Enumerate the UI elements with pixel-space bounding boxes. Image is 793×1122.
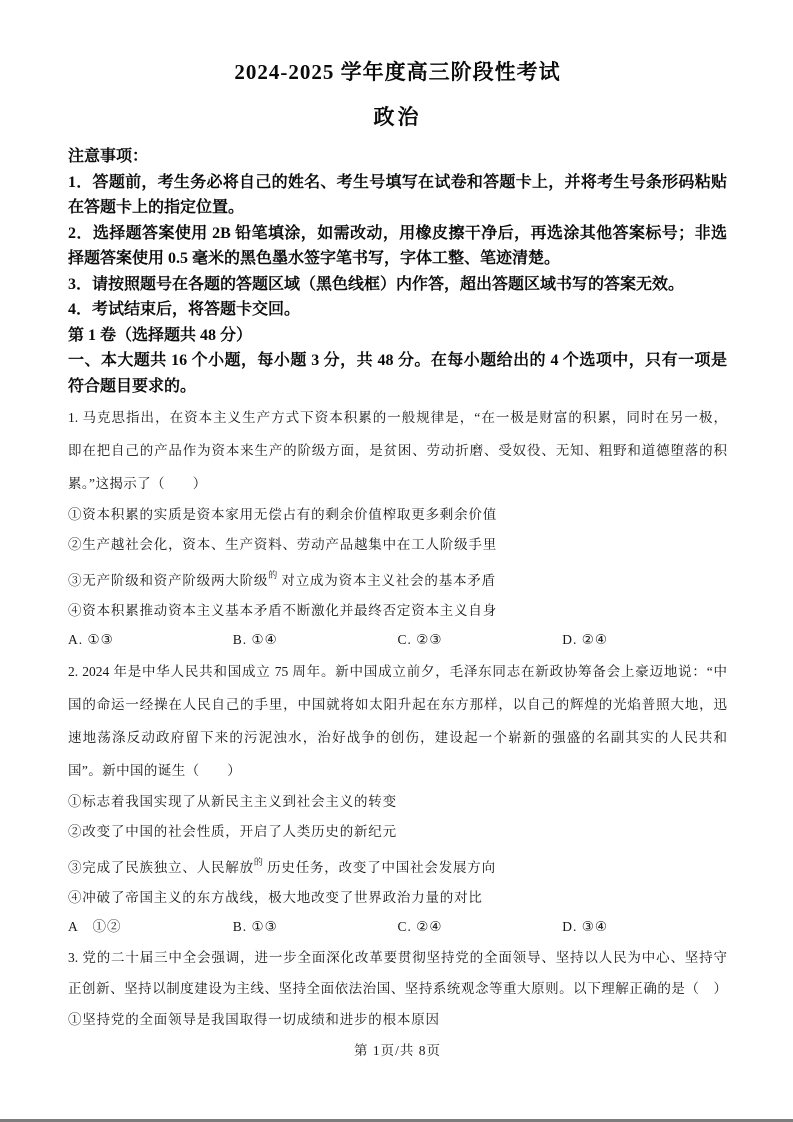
- question-2-stem-line-1: 2. 2024 年是中华人民共和国成立 75 周年。新中国成立前夕，毛泽东同志在新政协筹备会上豪迈地说：“中: [68, 664, 727, 679]
- question-2-option-3-text-after: 历史任务，改变了中国社会发展方向: [262, 860, 496, 875]
- question-1: [68, 401, 727, 653]
- question-1-stem-line-2: 即在把自己的产品作为资本来生产的阶级方面，是贫困、劳动折磨、受奴役、无知、粗野和道德堕落的积: [68, 443, 727, 458]
- notice-item-4: 4．考试结束后，将答题卡交回。: [68, 301, 301, 318]
- section-directions-line-2: 符合题目要求的。: [68, 377, 197, 395]
- question-2: [68, 655, 727, 940]
- question-1-option-3: [68, 560, 727, 596]
- question-1-option-4: ④资本积累推动资本主义基本矛盾不断激化并最终否定资本主义自身: [68, 603, 497, 618]
- question-1-option-3-text-after: 对立成为资本主义社会的基本矛盾: [277, 573, 496, 588]
- question-2-choice-b: B. ①③: [232, 919, 278, 934]
- question-1-option-3-text: ③无产阶级和资产阶级两大阶级: [68, 573, 269, 588]
- notice-item-2-line-2: 择题答案使用 0.5 毫米的黑色墨水签字笔书写，字体工整、笔迹清楚。: [68, 250, 561, 267]
- question-2-choices: [68, 913, 727, 940]
- part-1-heading: 第 1 卷（选择题共 48 分）: [68, 326, 253, 344]
- question-2-stem-line-4: 国”。新中国的诞生（ ）: [68, 763, 242, 778]
- question-1-choice-d: D. ②④: [562, 632, 608, 647]
- question-1-choice-a: A. ①③: [68, 632, 114, 647]
- question-2-option-3-text: ③完成了民族独立、人民解放: [68, 860, 254, 875]
- question-1-stem-line-3: 累。”这揭示了（ ）: [68, 476, 207, 491]
- question-2-option-1: ①标志着我国实现了从新民主主义到社会主义的转变: [68, 794, 397, 809]
- question-3-stem-line-2: 正创新、坚持以制度建设为主线、坚持全面依法治国、坚持系统观念等重大原则。以下理解正确的是（ ）: [68, 981, 727, 996]
- question-2-choice-c: C. ②④: [397, 919, 443, 934]
- page-number: 第 1页/共 8页: [353, 1043, 441, 1058]
- notice-item-3: 3．请按照题号在各题的答题区域（黑色线框）内作答，超出答题区域书写的答案无效。: [68, 275, 685, 293]
- notice-item-1-line-1: 1．答题前，考生务必将自己的姓名、考生号填写在试卷和答题卡上，并将考生号条形码粘贴: [68, 173, 727, 191]
- question-2-choice-a: A ①②: [68, 919, 122, 934]
- question-2-stem-line-3: 速地荡涤反动政府留下来的污泥浊水，治好战争的创伤，建设起一个崭新的强盛的名副其实的人民共和: [68, 730, 727, 745]
- question-3-stem-line-1: 3. 党的二十届三中全会强调，进一步全面深化改革要贯彻坚持党的全面领导、坚持以人民为中心、坚持守: [68, 950, 727, 965]
- question-2-stem-line-2: 国的命运一经操在人民自己的手里，中国就将如太阳升起在东方那样，以自己的辉煌的光焰普照大地，迅: [68, 697, 727, 712]
- notice-heading: 注意事项：: [68, 148, 149, 165]
- exam-title: 2024-2025 学年度高三阶段性考试: [234, 60, 561, 84]
- question-1-option-1: ①资本积累的实质是资本家用无偿占有的剩余价值榨取更多剩余价值: [68, 507, 497, 522]
- question-2-option-3: [68, 847, 727, 883]
- notice-item-1-line-2: 在答题卡上的指定位置。: [68, 199, 245, 216]
- question-2-option-4: ④冲破了帝国主义的东方战线，极大地改变了世界政治力量的对比: [68, 890, 483, 905]
- notice-item-2-line-1: 2．选择题答案使用 2B 铅笔填涂，如需改动，用橡皮擦干净后，再选涂其他答案标号；非选: [68, 224, 727, 242]
- question-1-option-2: ②生产越社会化，资本、生产资料、劳动产品越集中在工人阶级手里: [68, 537, 497, 552]
- question-2-choice-d: D. ③④: [562, 919, 608, 934]
- section-directions-line-1: 一、本大题共 16 个小题，每小题 3 分，共 48 分。在每小题给出的 4 个选项中，只有一项是: [68, 352, 727, 369]
- question-1-choice-c: C. ②③: [397, 632, 443, 647]
- question-3: [68, 942, 727, 1035]
- question-1-option-3-superscript: 的: [268, 570, 278, 580]
- question-1-choice-b: B. ①④: [232, 632, 278, 647]
- notice-section: [68, 144, 727, 399]
- question-2-option-3-superscript: 的: [253, 857, 263, 867]
- question-1-stem-line-1: 1. 马克思指出，在资本主义生产方式下资本积累的一般规律是，“在一极是财富的积累，同时在另一极，: [68, 410, 727, 425]
- question-1-choices: [68, 626, 727, 653]
- question-2-option-2: ②改变了中国的社会性质，开启了人类历史的新纪元: [68, 824, 397, 839]
- exam-subject: 政治: [373, 105, 422, 129]
- question-3-option-1: ①坚持党的全面领导是我国取得一切成绩和进步的根本原因: [68, 1012, 440, 1027]
